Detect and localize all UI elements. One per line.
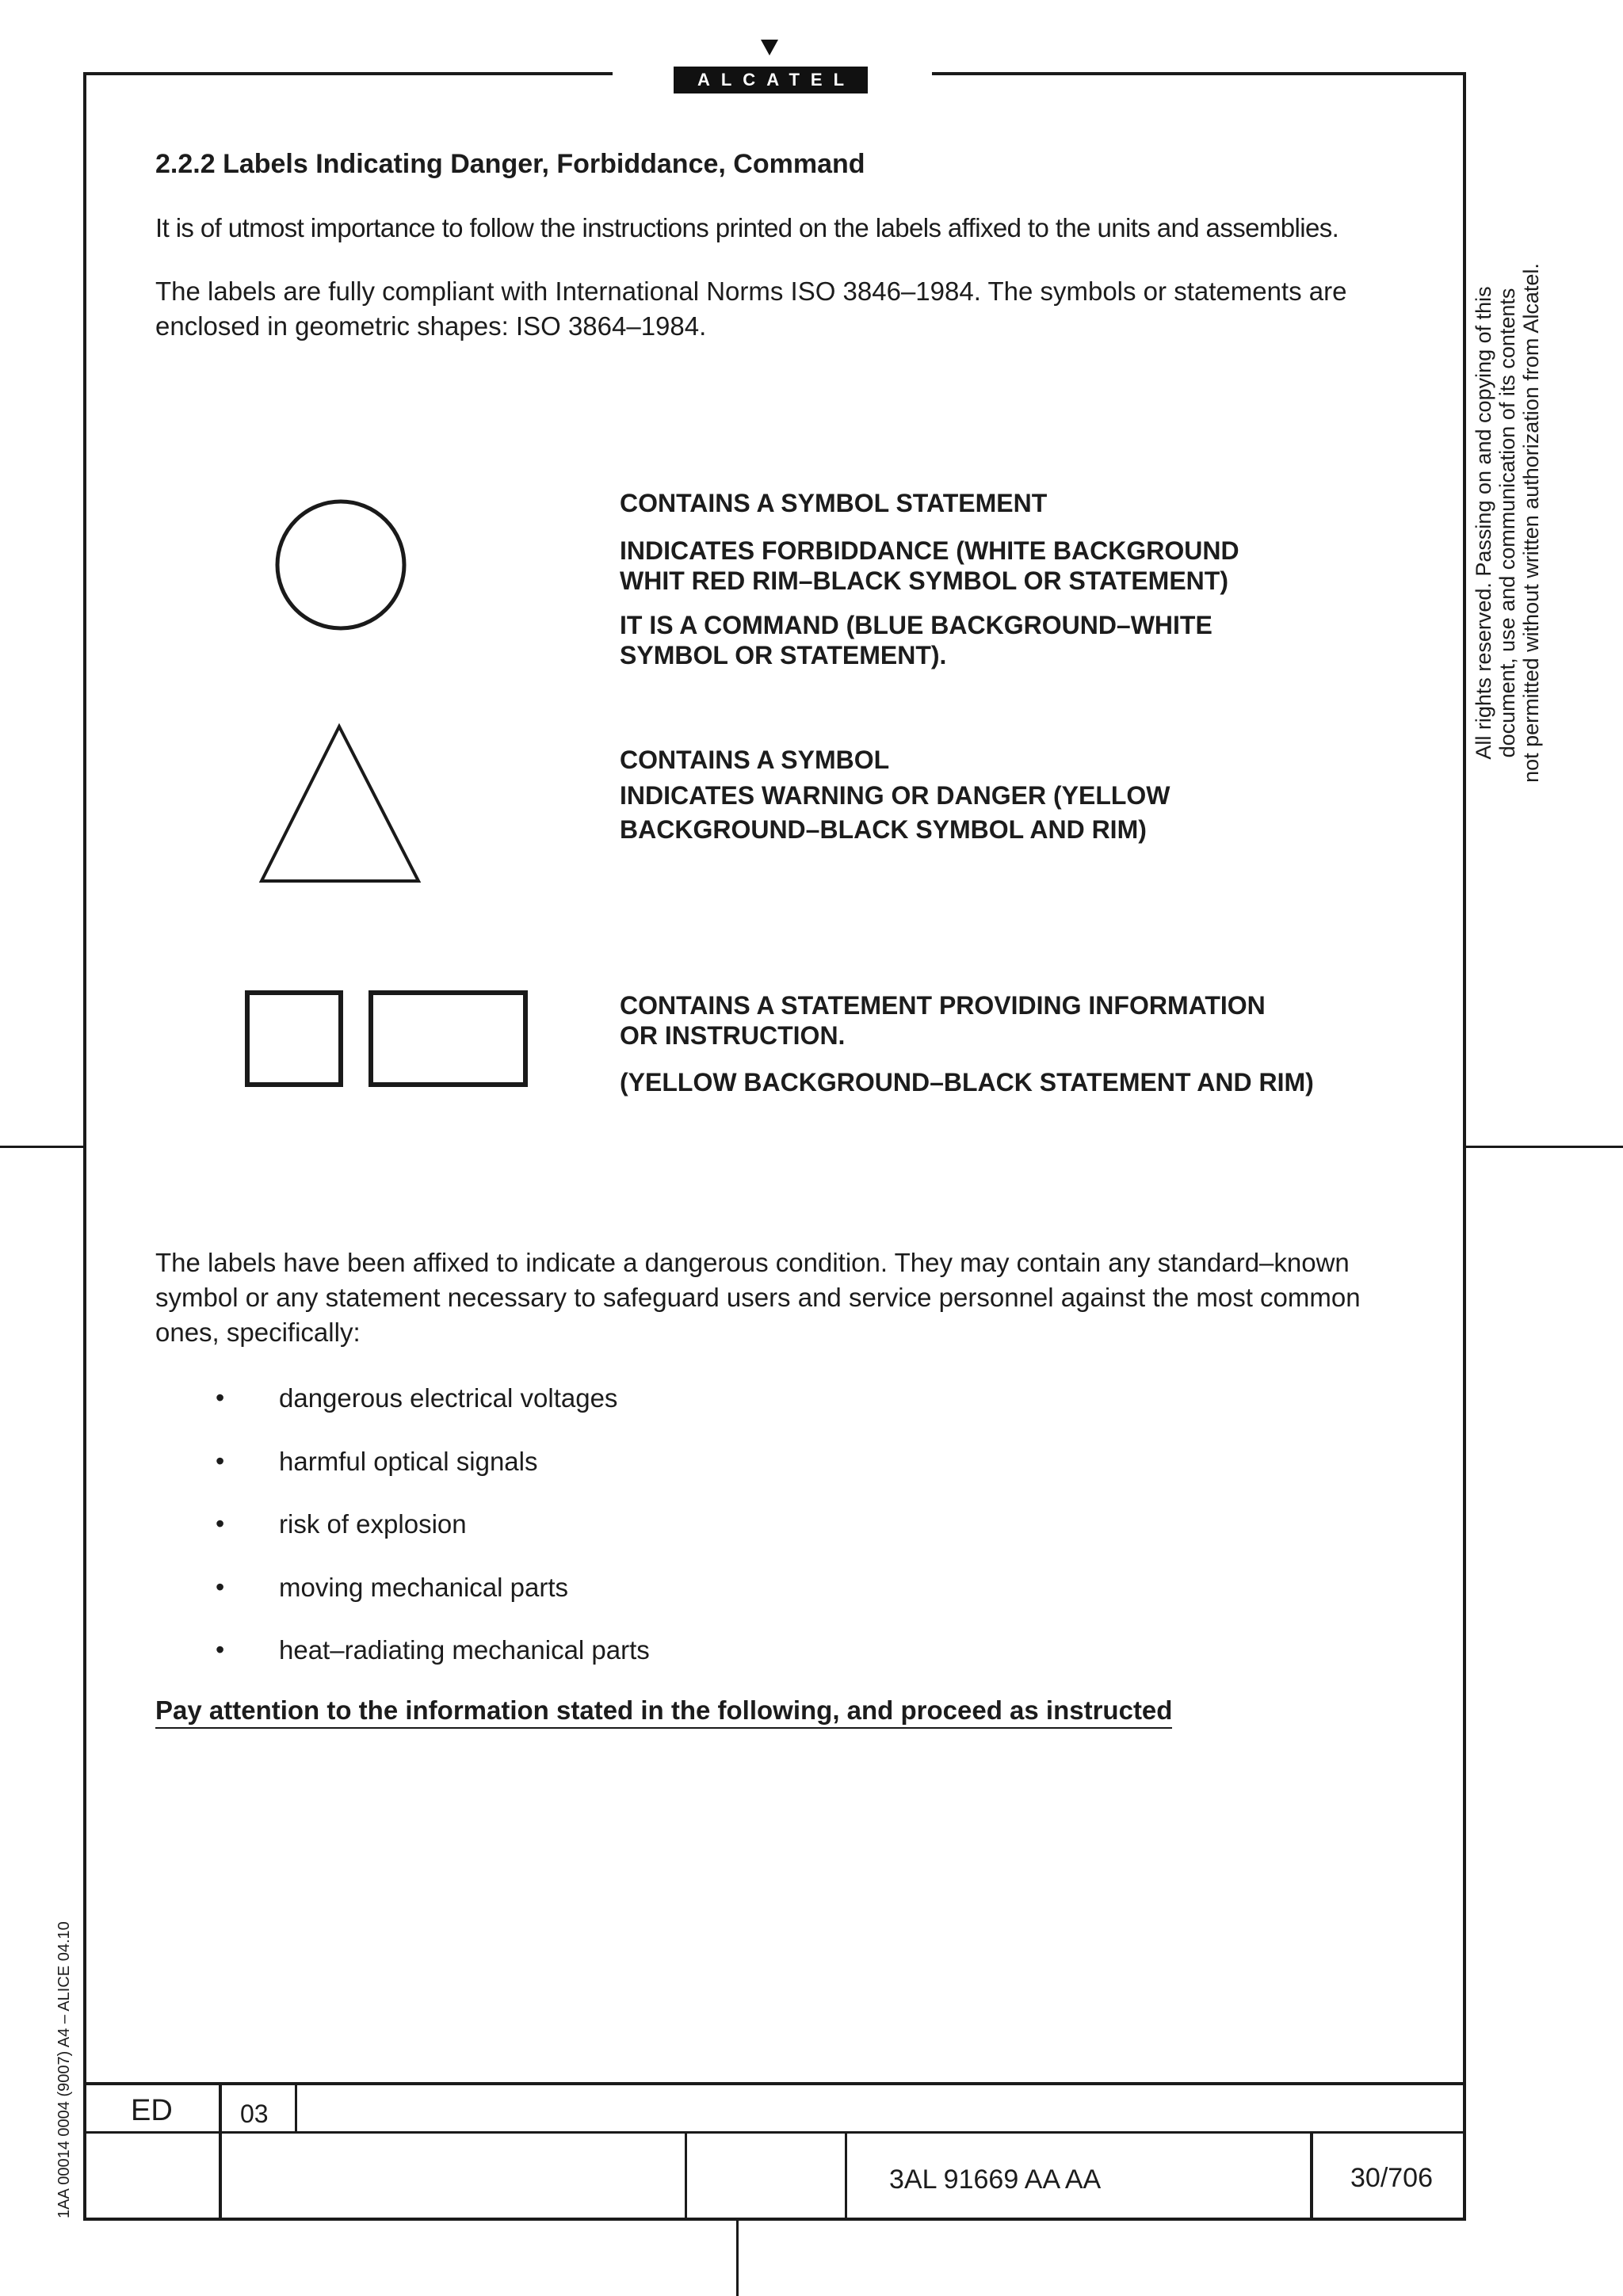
list-item: heat–radiating mechanical parts	[279, 1635, 650, 1665]
footer-divider-4	[845, 2131, 847, 2221]
circle-label-3a: IT IS A COMMAND (BLUE BACKGROUND–WHITE	[620, 611, 1212, 639]
rectangle-label-1a: CONTAINS A STATEMENT PROVIDING INFORMATION	[620, 991, 1266, 1020]
intro-paragraph-2: The labels are fully compliant with International Norms ISO 3846–1984. The symbols or statements are enclosed in geometric shapes: ISO 3864–1984.	[155, 277, 1347, 341]
footer-top-line	[83, 2082, 1466, 2085]
page-number: 30/706	[1350, 2163, 1433, 2193]
circle-label-2a: INDICATES FORBIDDANCE (WHITE BACKGROUND	[620, 536, 1239, 565]
footer-divider-2	[295, 2082, 297, 2133]
section-heading: 2.2.2 Labels Indicating Danger, Forbiddance, Command	[155, 149, 865, 179]
rights-line-2: document, use and communication of its contents	[1495, 288, 1519, 758]
circle-shape-icon	[277, 502, 404, 628]
edition-label: ED	[131, 2094, 173, 2127]
footer-divider-5	[1310, 2131, 1313, 2221]
list-item: harmful optical signals	[279, 1447, 538, 1476]
circle-label-3b: SYMBOL OR STATEMENT).	[620, 641, 947, 669]
list-item: dangerous electrical voltages	[279, 1383, 618, 1413]
rights-line-3: not permitted without written authorization from Alcatel.	[1519, 263, 1543, 783]
triangle-label-1: CONTAINS A SYMBOL	[620, 746, 890, 774]
attention-note: Pay attention to the information stated in the following, and proceed as instructed	[155, 1695, 1172, 1729]
circle-label-1: CONTAINS A SYMBOL STATEMENT	[620, 489, 1048, 517]
fold-mark-left	[0, 1146, 83, 1148]
logo-triangle-icon	[761, 40, 778, 55]
triangle-label-2a: INDICATES WARNING OR DANGER (YELLOW	[620, 781, 1170, 810]
footer-divider-1	[219, 2082, 222, 2221]
logo-text: ALCATEL	[674, 67, 868, 93]
footer-mid-line	[83, 2131, 1466, 2134]
circle-label-2b: WHIT RED RIM–BLACK SYMBOL OR STATEMENT)	[620, 566, 1228, 595]
bullet-marker: •	[216, 1509, 225, 1538]
footer-divider-3	[685, 2131, 687, 2221]
rectangle-shape-icon	[371, 993, 525, 1085]
frame-top-right	[932, 72, 1466, 75]
rectangle-label-2: (YELLOW BACKGROUND–BLACK STATEMENT AND RIM)	[620, 1068, 1314, 1097]
danger-paragraph: The labels have been affixed to indicate a dangerous condition. They may contain any standard–known symbol or any statement necessary to safeguard users and service personnel against the most common ones, specifically:	[155, 1248, 1361, 1347]
bullet-marker: •	[216, 1573, 225, 1601]
alcatel-logo	[674, 40, 868, 95]
document-code: 3AL 91669 AA AA	[889, 2164, 1102, 2195]
list-item: moving mechanical parts	[279, 1573, 568, 1602]
edition-value: 03	[240, 2100, 269, 2128]
fold-mark-right	[1466, 1146, 1623, 1148]
rights-notice	[1472, 246, 1567, 800]
intro-paragraph-1: It is of utmost importance to follow the instructions printed on the labels affixed to the units and assemblies.	[155, 213, 1339, 242]
list-item: risk of explosion	[279, 1509, 467, 1539]
bullet-marker: •	[216, 1383, 225, 1412]
frame-left	[83, 72, 86, 2221]
square-shape-icon	[247, 993, 341, 1085]
form-code: 1AA 00014 0004 (9007) A4 – ALICE 04.10	[55, 1921, 73, 2218]
triangle-shape-icon	[262, 727, 418, 881]
footer-stem	[736, 2221, 739, 2296]
shape-figures	[238, 491, 555, 1093]
bullet-marker: •	[216, 1635, 225, 1664]
footer-bottom-line	[83, 2218, 1466, 2221]
rights-line-1: All rights reserved. Passing on and copying of this	[1472, 286, 1495, 760]
triangle-label-2b: BACKGROUND–BLACK SYMBOL AND RIM)	[620, 815, 1147, 844]
frame-top-left	[83, 72, 613, 75]
rectangle-label-1b: OR INSTRUCTION.	[620, 1021, 846, 1050]
bullet-marker: •	[216, 1447, 225, 1475]
